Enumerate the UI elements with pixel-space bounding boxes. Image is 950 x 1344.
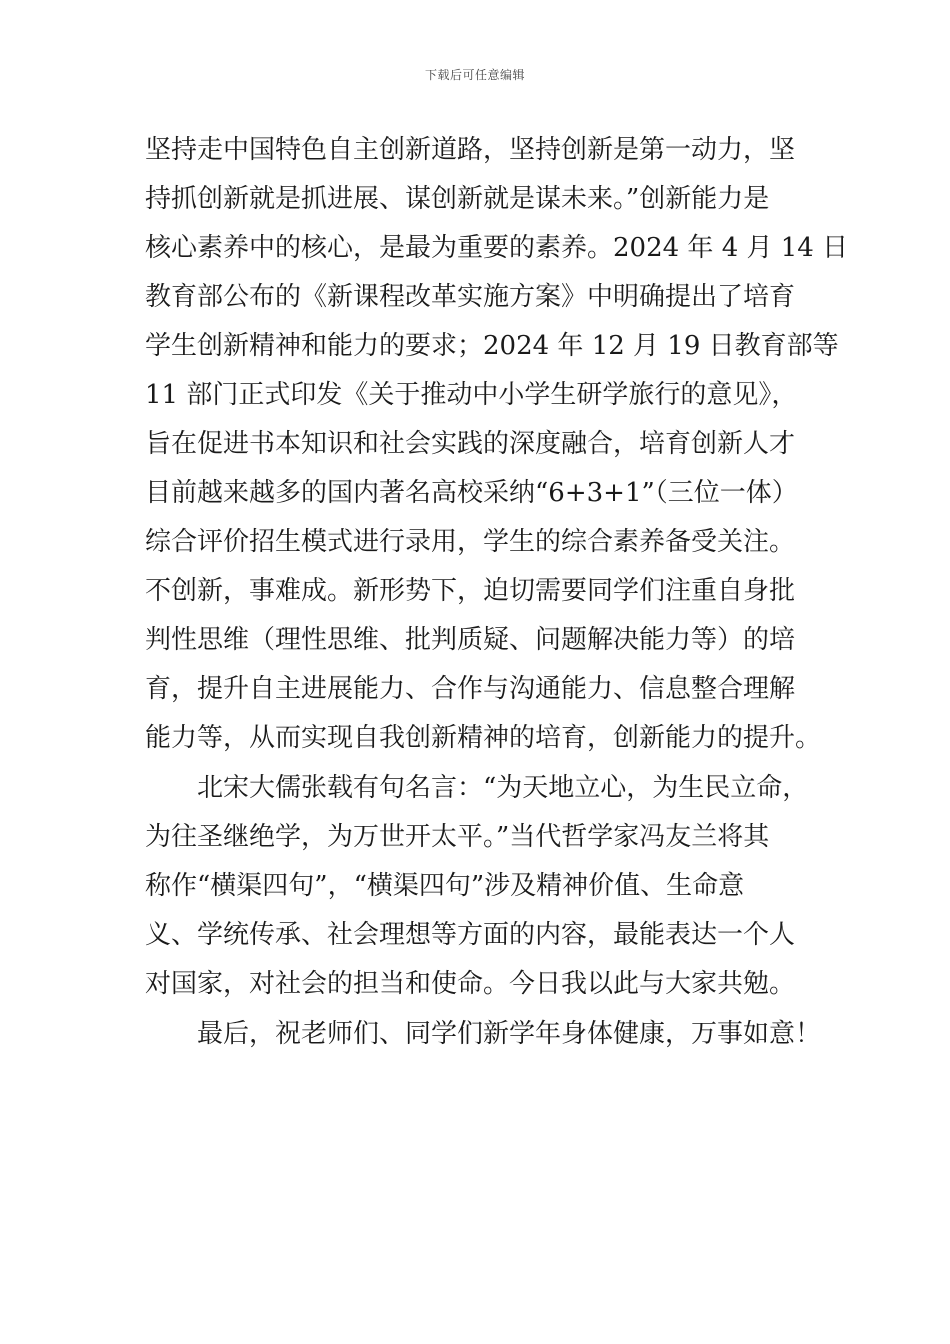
text-line: 判性思维（理性思维、批判质疑、问题解决能力等）的培 (145, 625, 796, 655)
text-line: 学生创新精神和能力的要求；2024 年 12 月 19 日教育部等 (145, 331, 839, 361)
text-line: 目前越来越多的国内著名高校采纳“6+3+1”（三位一体） (145, 478, 798, 508)
text-line: 旨在促进书本知识和社会实践的深度融合，培育创新人才 (145, 429, 796, 459)
text-line: 称作“横渠四句”，“横渠四句”涉及精神价值、生命意 (145, 871, 745, 901)
text-line: 对国家，对社会的担当和使命。今日我以此与大家共勉。 (145, 969, 796, 999)
text-line: 北宋大儒张载有句名言：“为天地立心，为生民立命， (197, 773, 809, 803)
text-line: 持抓创新就是抓进展、谋创新就是谋未来。”创新能力是 (145, 184, 770, 214)
text-line: 核心素养中的核心，是最为重要的素养。2024 年 4 月 14 日 (145, 233, 849, 263)
text-line: 坚持走中国特色自主创新道路，坚持创新是第一动力，坚 (145, 135, 796, 165)
page-header: 下载后可任意编辑 (424, 68, 525, 82)
text-line: 最后，祝老师们、同学们新学年身体健康，万事如意！ (197, 1019, 822, 1049)
text-line: 教育部公布的《新课程改革实施方案》中明确提出了培育 (145, 282, 796, 312)
paragraph (145, 126, 849, 763)
text-line: 义、学统传承、社会理想等方面的内容，最能表达一个人 (145, 920, 796, 950)
text-line: 能力等，从而实现自我创新精神的培育，创新能力的提升。 (145, 723, 822, 753)
text-line: 11 部门正式印发《关于推动中小学生研学旅行的意见》， (145, 380, 798, 410)
paragraph (145, 764, 815, 1009)
document-body (145, 126, 849, 1059)
paragraph (145, 1010, 822, 1059)
text-line: 不创新，事难成。新形势下，迫切需要同学们注重自身批 (145, 576, 796, 606)
text-line: 为往圣继绝学，为万世开太平。”当代哲学家冯友兰将其 (145, 822, 770, 852)
text-line: 育，提升自主进展能力、合作与沟通能力、信息整合理解 (145, 674, 796, 704)
text-line: 综合评价招生模式进行录用，学生的综合素养备受关注。 (145, 527, 796, 557)
